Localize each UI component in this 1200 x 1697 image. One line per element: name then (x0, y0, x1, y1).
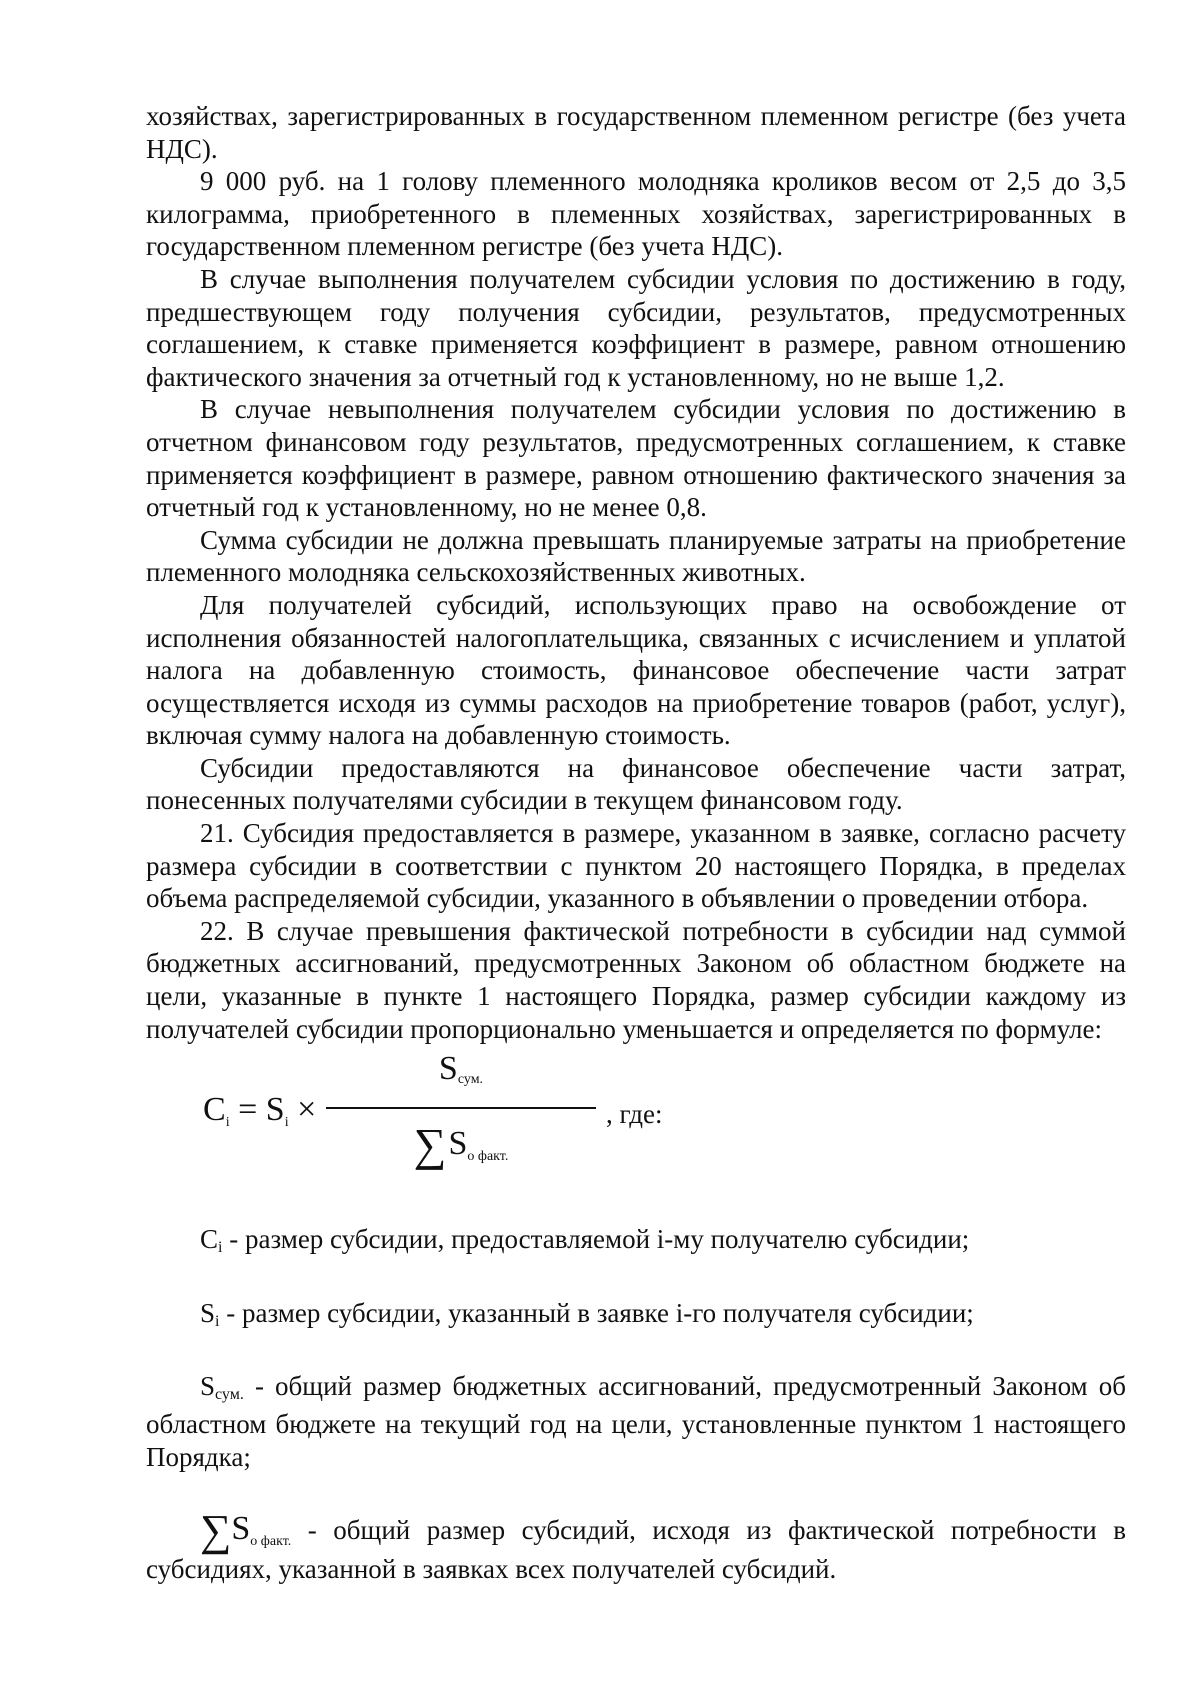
formula-s-subscript: i (284, 1115, 289, 1131)
formula-where: , где: (606, 1099, 663, 1130)
paragraph: 9 000 руб. на 1 голову племенного молодняка кроликов весом от 2,5 до 3,5 килограмма, приобретенного в племенных хозяйствах, зарегистрированных в государственном племенном регистре (без учета НДС). (146, 166, 1126, 262)
formula-c-symbol: C (203, 1091, 226, 1129)
numerator-symbol: S (438, 1050, 458, 1088)
sigma-symbol: ∑ (413, 1119, 447, 1171)
denominator-symbol: S (448, 1125, 468, 1163)
numerator-subscript: сум. (457, 1072, 484, 1088)
paragraph: В случае невыполнения получателем субсидии условия по достижению в отчетном финансовом году результатов, предусмотренных соглашением, к ставке применяется коэффициент в размере, равном отношению фактического значения за отчетный год к установленному, но не менее 0,8. (146, 394, 1126, 523)
paragraph: В случае выполнения получателем субсидии условия по достижению в году, предшествующем году получения субсидии, результатов, предусмотренных соглашением, к ставке применяется коэффициент в размере, равном отношению фактического значения за отчетный год к установленному, но не выше 1,2. (146, 263, 1126, 392)
formula-numerator (326, 1049, 596, 1096)
formula-fraction (326, 1049, 596, 1179)
paragraph: 21. Субсидия предоставляется в размере, указанном в заявке, согласно расчету размера субсидии в соответствии с пунктом 20 настоящего Порядка, в пределах объема распределяемой субсидии, указанного в объявлении о проведении отбора. (146, 818, 1126, 914)
formula-c-subscript: i (225, 1115, 230, 1131)
formula-s-symbol: S (265, 1091, 285, 1129)
paragraph: 22. В случае превышения фактической потребности в субсидии над суммой бюджетных ассигнований, предусмотренных Законом об областном бюджете на цели, указанные в пункте 1 настоящего Порядка, размер субсидии каждому из получателей субсидии пропорционально уменьшается и определяется по формуле: (146, 915, 1126, 1044)
paragraph: Сумма субсидии не должна превышать планируемые затраты на приобретение племенного молодняка сельскохозяйственных животных. (146, 524, 1126, 588)
definition-sigma-s: $\sum S_{о факт.}$ - общий размер субсидий, исходя из фактической потребности в субсидиях, указанной в заявках всех получателей субсидий. (146, 1506, 1126, 1584)
subsidy-formula (146, 1045, 1126, 1187)
paragraph: Для получателей субсидий, использующих право на освобождение от исполнения обязанностей налогоплательщика, связанных с исчислением и уплатой налога на добавленную стоимость, финансовое обеспечение части затрат осуществляется исходя из суммы расходов на приобретение товаров (работ, услуг), включая сумму налога на добавленную стоимость. (146, 589, 1126, 751)
fraction-bar (326, 1107, 596, 1109)
paragraph: Субсидии предоставляются на финансовое обеспечение части затрат, понесенных получателями субсидии в текущем финансовом году. (146, 752, 1126, 816)
denominator-subscript: о факт. (467, 1149, 509, 1165)
document-page (146, 100, 1126, 1585)
formula-times: × (297, 1091, 317, 1129)
formula-lhs (203, 1090, 316, 1137)
paragraph: хозяйствах, зарегистрированных в государственном племенном регистре (без учета НДС). (146, 101, 1126, 164)
sigma-s-symbol: $\sum S_{о факт.}$ (200, 1506, 292, 1556)
definition-c: $C_i$ - размер субсидии, предоставляемой i-му получателю субсидии; (200, 1224, 970, 1257)
formula-equals: = (238, 1091, 258, 1129)
definition-s: $S_i$ - размер субсидии, указанный в заявке i-го получателя субсидии; (200, 1297, 974, 1330)
formula-denominator (326, 1119, 596, 1171)
definition-s-sum: $S_{сум.}$ - общий размер бюджетных ассигнований, предусмотренный Законом об областном бюджете на текущий год на цели, установленные пунктом 1 настоящего Порядка; (146, 1371, 1126, 1472)
